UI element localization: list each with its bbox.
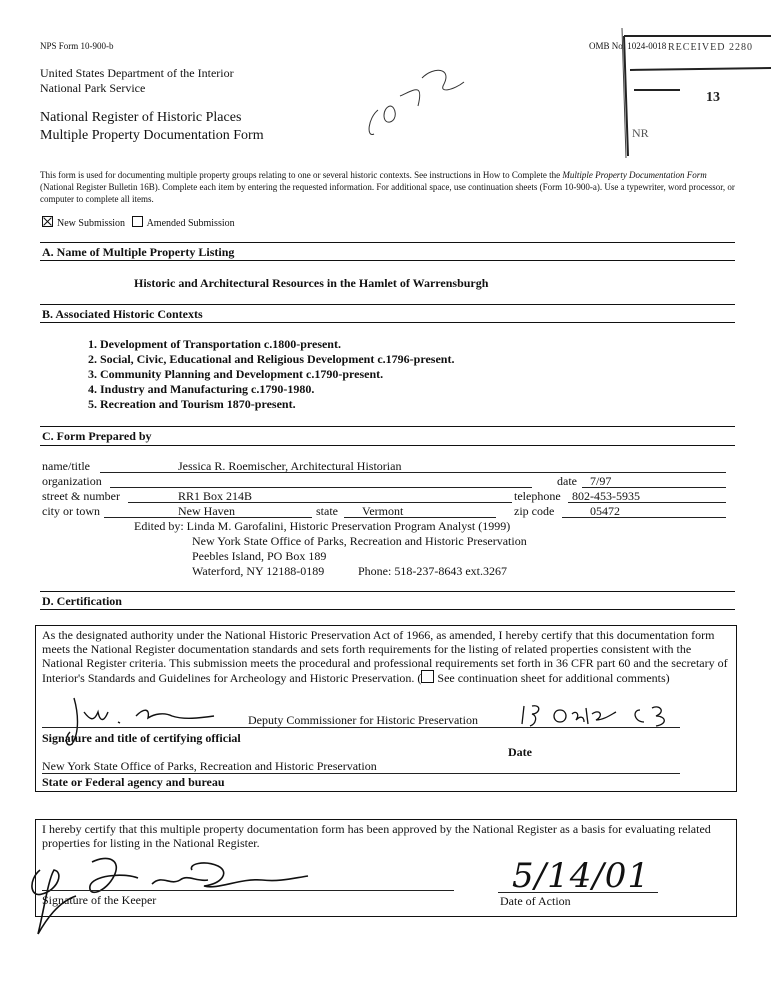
new-submission-checkbox[interactable] [42,216,53,227]
telephone-value[interactable]: 802-453-5935 [572,489,640,503]
zip-label: zip code [514,504,555,518]
received-stamp [620,28,771,158]
underline [42,773,680,774]
omb-number: OMB No. 1024-0018 [589,41,667,51]
state-label: state [316,504,338,518]
editor-address: Peebles Island, PO Box 189 [192,549,327,563]
zip-value[interactable]: 05472 [590,504,620,518]
street-label: street & number [42,489,120,503]
certification-statement: As the designated authority under the National Historic Preservation Act of 1966, as amended, I hereby certify that this documentation form meets the National Register documentation standards and sets forth requirements for the listing of related properties consistent with the National Register criteria. This submission meets the procedural and professional requirements set forth in 36 CFR part 60 and the secretary of Interior's Standards and Guidelines for Archeology and Historic Preservation. ( See continuation sheet for additional comments) [42,628,728,685]
context-item: 5. Recreation and Tourism 1870-present. [88,397,296,411]
divider [40,591,735,592]
name-label: name/title [42,459,90,473]
context-item: 4. Industry and Manufacturing c.1790-1980. [88,382,315,396]
keeper-signature-label: Signature of the Keeper [42,893,157,907]
city-label: city or town [42,504,100,518]
form-number: NPS Form 10-900-b [40,41,114,51]
context-item: 3. Community Planning and Development c.1790-present. [88,367,384,381]
editor-phone: Phone: 518-237-8643 ext.3267 [358,564,507,578]
section-c-heading: C. Form Prepared by [42,429,152,443]
stamp-received-text: RECEIVED 2280 [668,42,753,53]
divider [40,260,735,261]
divider [40,242,735,243]
name-value[interactable]: Jessica R. Roemischer, Architectural Historian [178,459,402,473]
date-label-cert: Date [508,745,532,759]
agency-label: State or Federal agency and bureau [42,775,225,789]
signature-label: Signature and title of certifying official [42,731,241,745]
divider [40,426,735,427]
divider [40,322,735,323]
amended-submission-checkbox[interactable] [132,216,143,227]
keeper-date-handwritten: 5/14/01 [512,856,651,896]
agency-value[interactable]: New York State Office of Parks, Recreation and Historic Preservation [42,759,377,773]
edited-by: Edited by: Linda M. Garofalini, Historic Preservation Program Analyst (1999) [134,519,511,533]
divider [40,609,735,610]
divider [40,304,735,305]
underline [498,892,658,893]
context-item: 1. Development of Transportation c.1800-present. [88,337,341,351]
section-d-heading: D. Certification [42,594,122,608]
city-value[interactable]: New Haven [178,504,235,518]
keeper-statement: I hereby certify that this multiple property documentation form has been approved by the National Register as a basis for evaluating related properties for listing in the National Register. [42,822,711,850]
handwritten-mark [360,60,480,140]
date-value[interactable]: 7/97 [590,474,612,488]
underline [562,517,726,518]
title-line1: National Register of Historic Places [40,110,242,125]
stamp-nr: NR [632,126,649,140]
service: National Park Service [40,81,146,95]
title-line2: Multiple Property Documentation Form [40,128,264,143]
context-item: 2. Social, Civic, Educational and Religious Development c.1796-present. [88,352,455,366]
listing-name: Historic and Architectural Resources in the Hamlet of Warrensburgh [134,276,489,290]
underline [110,487,532,488]
handwritten-date-official [520,700,680,730]
department: United States Department of the Interior [40,66,234,80]
official-title: Deputy Commissioner for Historic Preservation [248,713,478,727]
editor-city: Waterford, NY 12188-0189 [192,564,325,578]
section-b-heading: B. Associated Historic Contexts [42,307,203,321]
telephone-label: telephone [514,489,561,503]
section-a-heading: A. Name of Multiple Property Listing [42,245,235,259]
date-of-action-label: Date of Action [500,894,571,908]
continuation-checkbox[interactable] [421,670,434,683]
organization-label: organization [42,474,102,488]
instructions: This form is used for documenting multiple property groups relating to one or several historic contexts. See instructions in How to Complete the Multiple Property Documentation Form (National Register Bulletin 16B). Complete each item by entering the requested information. For additional space, use continuation sheets (Form 10-900-a). Use a typewriter, word processor, or computer to complete all items. [40,170,735,204]
street-value[interactable]: RR1 Box 214B [178,489,253,503]
state-value[interactable]: Vermont [362,504,404,518]
underline [42,890,454,891]
editor-office: New York State Office of Parks, Recreation and Historic Preservation [192,534,527,548]
stamp-date: 13 [706,90,720,105]
submission-type: New Submission Amended Submission [42,216,235,229]
divider [40,445,735,446]
date-label: date [557,474,577,488]
